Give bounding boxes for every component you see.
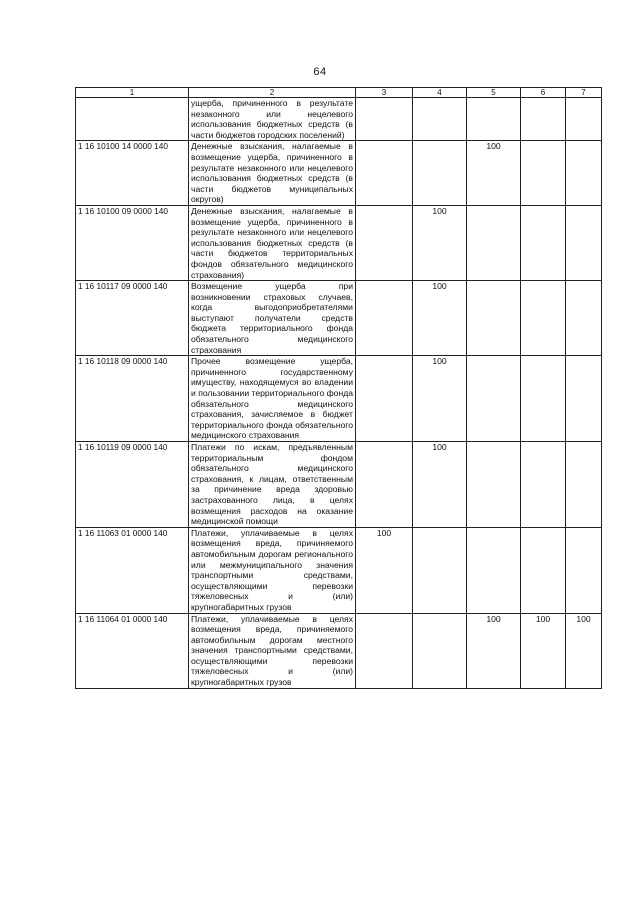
- value-col6: [521, 205, 566, 280]
- table-row: [76, 442, 602, 528]
- value-col4: 100: [413, 356, 467, 442]
- name-cell: Платежи, уплачиваемые в целях возмещения вреда, причиняемого автомобильным дорогам регионального или межмуниципального значения транспортными средствами, осуществляющими перевозки тяжеловесных и (или) крупногабаритных грузов: [189, 527, 356, 613]
- value-col5: 100: [467, 613, 521, 688]
- value-col3: [356, 141, 413, 206]
- name-cell: ущерба, причиненного в результате незаконного или нецелевого использования бюджетных средств (в части бюджетов городских поселений): [189, 98, 356, 141]
- code-cell: 1 16 10118 09 0000 140: [76, 356, 189, 442]
- name-cell: Возмещение ущерба при возникновении страховых случаев, когда выгодоприобретателями выступают получатели средств бюджета территориального фонда обязательного медицинского страхования: [189, 281, 356, 356]
- value-col6: [521, 442, 566, 528]
- name-cell: Прочее возмещение ущерба, причиненного государственному имуществу, находящемуся во владении и пользовании территориального фонда обязательного медицинского страхования, зачисляемое в бюджет территориального фонда обязательного медицинского страхования: [189, 356, 356, 442]
- value-col7: 100: [566, 613, 602, 688]
- table-row: [76, 527, 602, 613]
- value-col4: [413, 527, 467, 613]
- header-row: [76, 88, 602, 98]
- page-number: 64: [313, 66, 327, 78]
- value-col3: [356, 281, 413, 356]
- value-col7: [566, 356, 602, 442]
- value-col4: [413, 613, 467, 688]
- value-col4: 100: [413, 281, 467, 356]
- code-cell: 1 16 10100 14 0000 140: [76, 141, 189, 206]
- value-col6: [521, 281, 566, 356]
- value-col6: [521, 98, 566, 141]
- value-col5: [467, 527, 521, 613]
- budget-table: [75, 87, 602, 689]
- table-body: [76, 98, 602, 689]
- value-col5: [467, 98, 521, 141]
- code-cell: [76, 98, 189, 141]
- value-col6: 100: [521, 613, 566, 688]
- value-col4: [413, 141, 467, 206]
- table-row: [76, 613, 602, 688]
- name-cell: Денежные взыскания, налагаемые в возмещение ущерба, причиненного в результате незаконного или нецелевого использования бюджетных средств (в части бюджетов муниципальных округов): [189, 141, 356, 206]
- column-header-2: 2: [189, 88, 356, 98]
- code-cell: 1 16 10100 09 0000 140: [76, 205, 189, 280]
- column-header-5: 5: [467, 88, 521, 98]
- value-col7: [566, 281, 602, 356]
- value-col3: 100: [356, 527, 413, 613]
- value-col4: 100: [413, 442, 467, 528]
- value-col6: [521, 141, 566, 206]
- name-cell: Денежные взыскания, налагаемые в возмещение ущерба, причиненного в результате незаконного или нецелевого использования бюджетных средств (в части бюджетов территориальных фондов обязательного медицинского страхования): [189, 205, 356, 280]
- column-header-1: 1: [76, 88, 189, 98]
- table-row: [76, 356, 602, 442]
- value-col6: [521, 356, 566, 442]
- value-col3: [356, 613, 413, 688]
- table-row: [76, 98, 602, 141]
- code-cell: 1 16 11063 01 0000 140: [76, 527, 189, 613]
- value-col4: [413, 98, 467, 141]
- value-col5: [467, 356, 521, 442]
- value-col7: [566, 98, 602, 141]
- column-header-3: 3: [356, 88, 413, 98]
- value-col5: [467, 442, 521, 528]
- column-header-6: 6: [521, 88, 566, 98]
- column-header-7: 7: [566, 88, 602, 98]
- value-col7: [566, 442, 602, 528]
- column-header-4: 4: [413, 88, 467, 98]
- value-col3: [356, 205, 413, 280]
- value-col7: [566, 527, 602, 613]
- value-col3: [356, 442, 413, 528]
- value-col5: [467, 205, 521, 280]
- value-col7: [566, 141, 602, 206]
- value-col3: [356, 98, 413, 141]
- table-row: [76, 141, 602, 206]
- table-row: [76, 205, 602, 280]
- name-cell: Платежи по искам, предъявленным территориальным фондом обязательного медицинского страхования, к лицам, ответственным за причинение вреда здоровью застрахованного лица, в целях возмещения расходов на оказание медицинской помощи: [189, 442, 356, 528]
- value-col6: [521, 527, 566, 613]
- name-cell: Платежи, уплачиваемые в целях возмещения вреда, причиняемого автомобильным дорогам местного значения транспортными средствами, осуществляющими перевозки тяжеловесных и (или) крупногабаритных грузов: [189, 613, 356, 688]
- value-col3: [356, 356, 413, 442]
- value-col5: [467, 281, 521, 356]
- value-col5: 100: [467, 141, 521, 206]
- code-cell: 1 16 11064 01 0000 140: [76, 613, 189, 688]
- value-col4: 100: [413, 205, 467, 280]
- code-cell: 1 16 10119 09 0000 140: [76, 442, 189, 528]
- value-col7: [566, 205, 602, 280]
- table-row: [76, 281, 602, 356]
- code-cell: 1 16 10117 09 0000 140: [76, 281, 189, 356]
